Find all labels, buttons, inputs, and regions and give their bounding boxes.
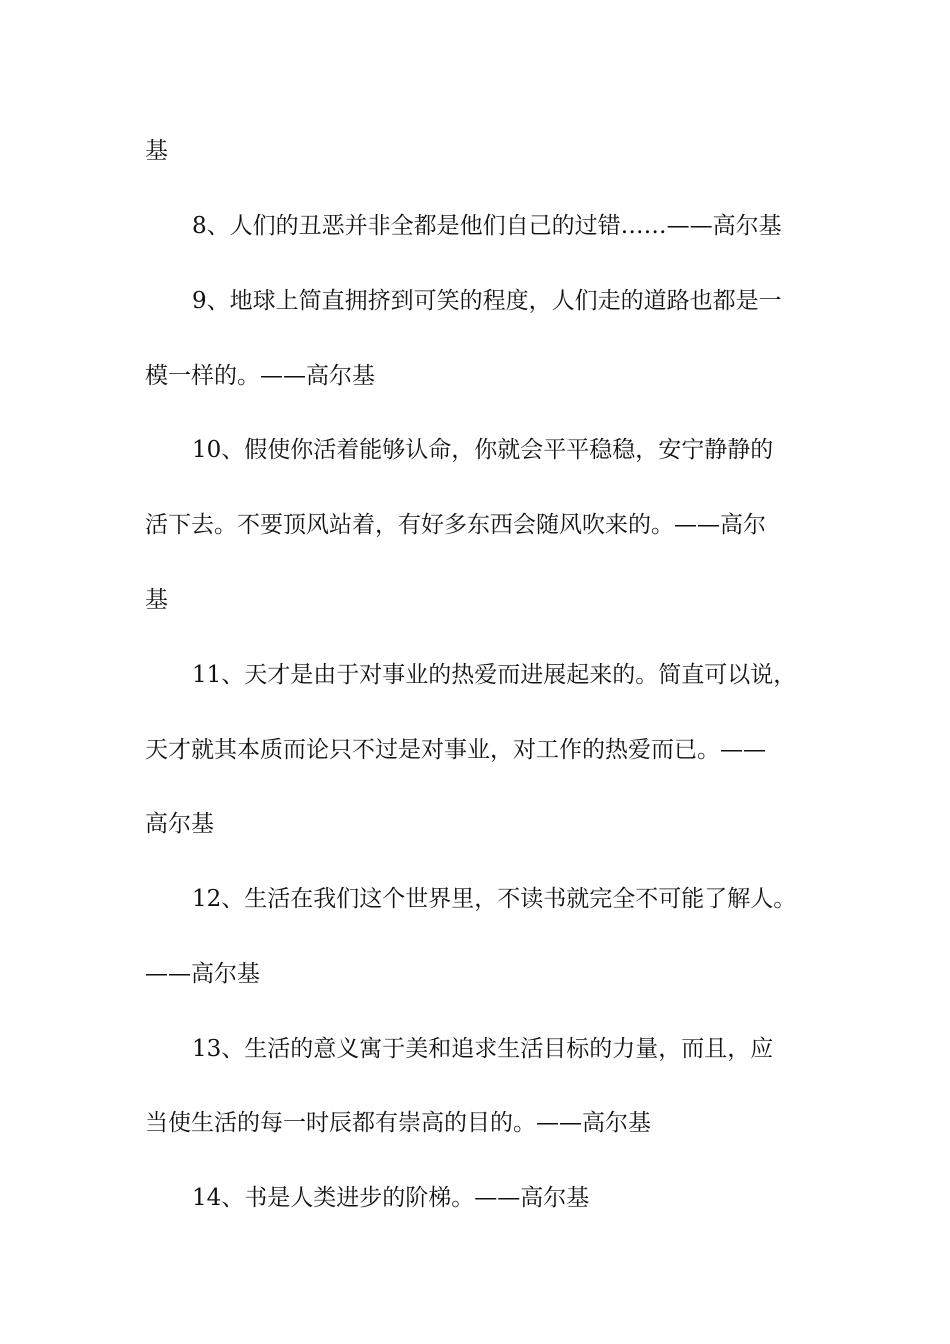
text-line: 高尔基 — [145, 811, 214, 837]
text-line: 当使生活的每一时辰都有崇高的目的。——高尔基 — [145, 1110, 651, 1136]
text-line: 活下去。不要顶风站着，有好多东西会随风吹来的。——高尔 — [145, 512, 766, 538]
quote-10: 10、假使你活着能够认命，你就会平平稳稳，安宁静静的 — [192, 437, 774, 463]
quote-9: 9、地球上简直拥挤到可笑的程度，人们走的道路也都是一 — [192, 288, 782, 314]
quote-12: 12、生活在我们这个世界里，不读书就完全不可能了解人。 — [192, 886, 797, 912]
text-line: 模一样的。——高尔基 — [145, 363, 375, 389]
text-line: 天才就其本质而论只不过是对事业，对工作的热爱而已。—— — [145, 737, 766, 763]
text-line: 基 — [145, 138, 168, 164]
quote-14: 14、书是人类进步的阶梯。——高尔基 — [192, 1185, 590, 1211]
quote-13: 13、生活的意义寓于美和追求生活目标的力量，而且，应 — [192, 1036, 774, 1062]
text-line: 基 — [145, 587, 168, 613]
quote-8: 8、人们的丑恶并非全都是他们自己的过错……——高尔基 — [192, 213, 782, 239]
quote-11: 11、天才是由于对事业的热爱而进展起来的。简直可以说， — [192, 662, 797, 688]
text-line: ——高尔基 — [145, 961, 260, 987]
